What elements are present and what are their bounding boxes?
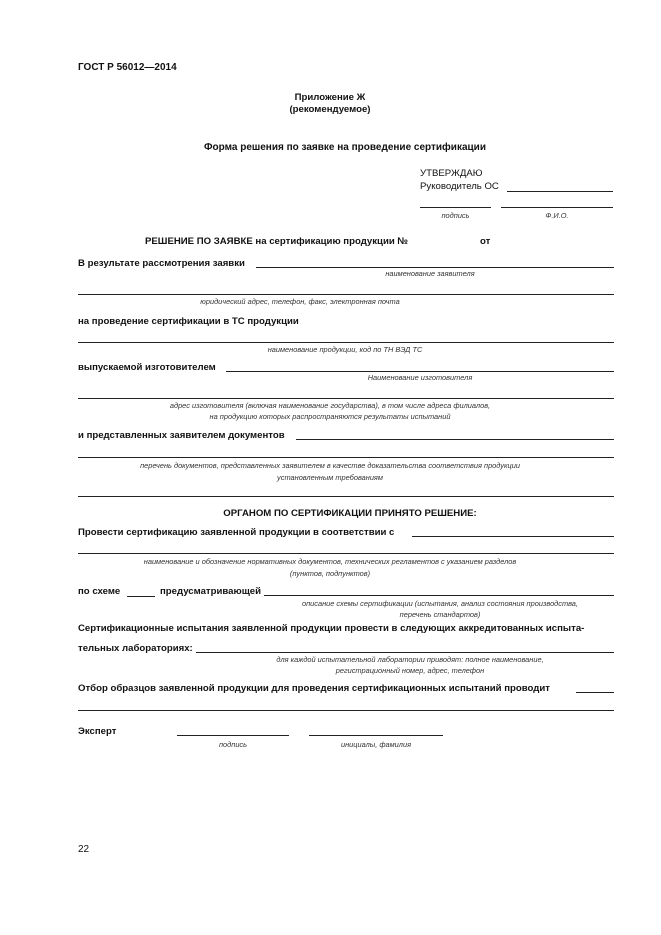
sampling-label: Отбор образцов заявленной продукции для проведения сертификационных испытаний проводит xyxy=(78,683,550,694)
address-caption: юридический адрес, телефон, факс, электронная почта xyxy=(200,297,400,306)
appendix-title: Приложение Ж xyxy=(294,92,366,103)
documents-line xyxy=(296,439,614,440)
form-title: Форма решения по заявке на проведение сертификации xyxy=(204,142,486,153)
lab-caption-1: для каждой испытательной лаборатории приводят: полное наименование, xyxy=(276,655,544,664)
applicant-caption: наименование заявителя xyxy=(385,269,475,278)
scheme-providing-label: предусматривающей xyxy=(160,586,262,597)
documents-caption-1: перечень документов, представленных заявителем в качестве доказательства соответствия продукции xyxy=(140,461,520,470)
product-line xyxy=(78,342,614,343)
normative-line xyxy=(78,553,614,554)
conduct-label: Провести сертификацию заявленной продукции в соответствии с xyxy=(78,527,395,538)
scheme-caption-1: описание схемы сертификации (испытания, анализ состояния производства, xyxy=(302,599,578,608)
tests-label-2: тельных лабораториях: xyxy=(78,643,193,654)
appendix-subtitle: (рекомендуемое) xyxy=(289,104,371,115)
address-line xyxy=(78,294,614,295)
scheme-caption-2: перечень стандартов) xyxy=(399,610,481,619)
head-name-line xyxy=(507,191,613,192)
scheme-label: по схеме xyxy=(78,586,121,597)
page-number: 22 xyxy=(78,844,90,855)
documents-label: и представленных заявителем документов xyxy=(78,430,285,441)
approve-label: УТВЕРЖДАЮ xyxy=(420,168,483,179)
review-label: В результате рассмотрения заявки xyxy=(78,258,245,269)
documents-line-2 xyxy=(78,457,614,458)
manufacturer-address-caption-2: на продукцию которых распространяются результаты испытаний xyxy=(209,412,451,421)
sampling-line-2 xyxy=(78,710,614,711)
expert-signature-line xyxy=(177,735,289,736)
decision-title: РЕШЕНИЕ ПО ЗАЯВКЕ на сертификацию продукции № xyxy=(145,236,409,247)
normative-caption-1: наименование и обозначение нормативных документов, технических регламентов с указанием разделов xyxy=(143,557,517,566)
approval-signature-line xyxy=(420,207,491,208)
normative-caption-2: (пунктов, подпунктов) xyxy=(289,569,371,578)
expert-signature-caption: подпись xyxy=(218,740,248,749)
sampling-line xyxy=(576,692,614,693)
product-caption: наименование продукции, код по ТН ВЭД ТС xyxy=(267,345,423,354)
scheme-line xyxy=(264,595,614,596)
manufacturer-address-line xyxy=(78,398,614,399)
manufacturer-line xyxy=(226,371,614,372)
manufacturer-address-caption-1: адрес изготовителя (включая наименование государства), в том числе адреса филиалов, xyxy=(169,401,491,410)
expert-name-line xyxy=(309,735,443,736)
conduct-line xyxy=(412,536,614,537)
certification-label: на проведение сертификации в ТС продукции xyxy=(78,316,299,327)
lab-line xyxy=(196,652,614,653)
expert-label: Эксперт xyxy=(78,726,117,737)
body-heading: ОРГАНОМ ПО СЕРТИФИКАЦИИ ПРИНЯТО РЕШЕНИЕ: xyxy=(223,508,477,519)
approval-name-line xyxy=(501,207,613,208)
documents-caption-2: установленным требованиям xyxy=(277,473,383,482)
head-label: Руководитель ОС xyxy=(420,181,499,192)
expert-name-caption: инициалы, фамилия xyxy=(340,740,412,749)
applicant-line xyxy=(256,267,614,268)
standard-code: ГОСТ Р 56012—2014 xyxy=(78,62,177,73)
approval-name-caption: Ф.И.О. xyxy=(545,211,569,220)
manufacturer-label: выпускаемой изготовителем xyxy=(78,362,216,373)
scheme-number-line xyxy=(127,596,155,597)
documents-line-3 xyxy=(78,496,614,497)
decision-date-label: от xyxy=(480,236,491,247)
lab-caption-2: регистрационный номер, адрес, телефон xyxy=(335,666,485,675)
approval-signature-caption: подпись xyxy=(441,211,470,220)
tests-label-1: Сертификационные испытания заявленной продукции провести в следующих аккредитованных испыта- xyxy=(78,623,585,634)
manufacturer-caption: Наименование изготовителя xyxy=(367,373,473,382)
